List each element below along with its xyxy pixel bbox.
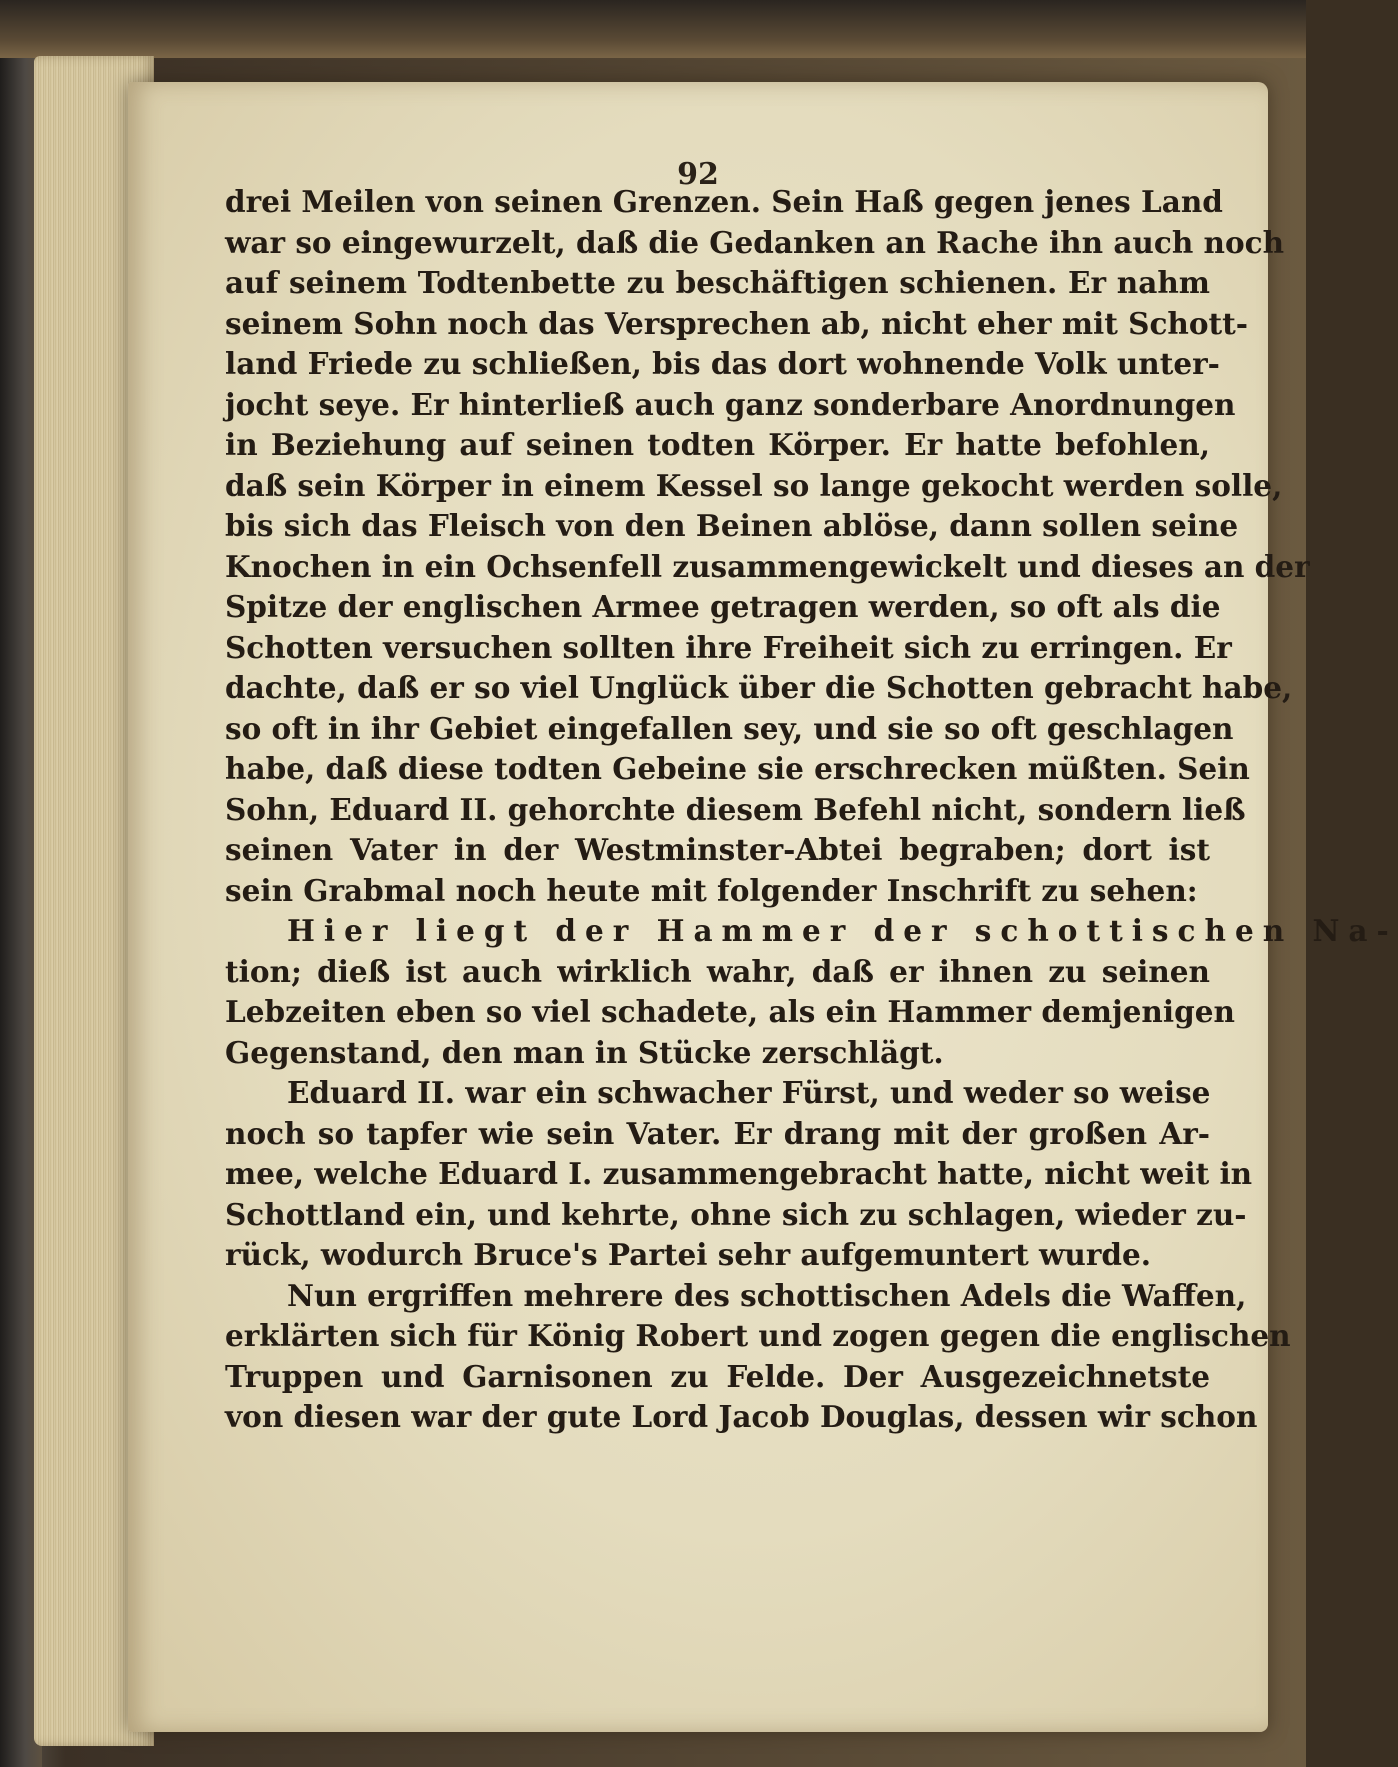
text-line: Spitze der englischen Armee getragen werden, so oft als die: [225, 589, 1221, 624]
inscription-line: Hier liegt der Hammer der schottischen Na-: [287, 913, 1398, 948]
text-line: jocht seye. Er hinterließ auch ganz sonderbare Anordnungen: [225, 386, 1236, 422]
text-line: seinen Vater in der Westminster-Abtei begraben; dort ist: [225, 832, 1210, 867]
text-line: rück, wodurch Bruce's Partei sehr aufgemuntert wurde.: [225, 1237, 1152, 1272]
text-line: habe, daß diese todten Gebeine sie erschrecken müßten. Sein: [225, 751, 1250, 786]
text-line: Knochen in ein Ochsenfell zusammengewickelt und dieses an der: [225, 548, 1310, 584]
book-cover-top: [0, 0, 1306, 58]
text-line: auf seinem Todtenbette zu beschäftigen schienen. Er nahm: [225, 265, 1210, 300]
text-line: von diesen war der gute Lord Jacob Douglas, dessen wir schon: [225, 1399, 1258, 1434]
text-line: Sohn, Eduard II. gehorchte diesem Befehl nicht, sondern ließ: [225, 791, 1246, 827]
text-line: noch so tapfer wie sein Vater. Er drang mit der großen Ar-: [225, 1115, 1210, 1151]
text-line: land Friede zu schließen, bis das dort wohnende Volk unter-: [225, 346, 1220, 381]
text-line: Schottland ein, und kehrte, ohne sich zu schlagen, wieder zu-: [225, 1196, 1247, 1232]
text-line: Truppen und Garnisonen zu Felde. Der Ausgezeichnetste: [225, 1358, 1210, 1394]
paragraph-first-line: Eduard II. war ein schwacher Fürst, und weder so weise: [287, 1075, 1211, 1110]
page-number: 92: [677, 157, 719, 192]
text-line: sein Grabmal noch heute mit folgender Inschrift zu sehen:: [225, 872, 1198, 908]
text-line: seinem Sohn noch das Versprechen ab, nicht eher mit Schott-: [225, 305, 1249, 341]
text-line: drei Meilen von seinen Grenzen. Sein Haß gegen jenes Land: [225, 184, 1223, 219]
text-line: erklärten sich für König Robert und zogen gegen die englischen: [225, 1318, 1291, 1353]
page-body-text: [225, 182, 1398, 1438]
text-line: tion; dieß ist auch wirklich wahr, daß er ihnen zu seinen: [225, 953, 1210, 989]
text-line: in Beziehung auf seinen todten Körper. Er hatte befohlen,: [225, 427, 1210, 462]
text-line: mee, welche Eduard I. zusammengebracht hatte, nicht weit in: [225, 1156, 1253, 1191]
text-line: dachte, daß er so viel Unglück über die Schotten gebracht habe,: [225, 670, 1293, 705]
book-page: [128, 82, 1398, 1732]
text-line: daß sein Körper in einem Kessel so lange gekocht werden solle,: [225, 467, 1283, 503]
text-line: Gegenstand, den man in Stücke zerschlägt.: [225, 1034, 944, 1070]
paragraph-first-line: Nun ergriffen mehrere des schottischen Adels die Waffen,: [287, 1277, 1247, 1313]
text-line: war so eingewurzelt, daß die Gedanken an Rache ihn auch noch: [225, 224, 1285, 260]
text-line: so oft in ihr Gebiet eingefallen sey, und sie so oft geschlagen: [225, 710, 1234, 746]
text-line: Lebzeiten eben so viel schadete, als ein Hammer demjenigen: [225, 994, 1235, 1029]
text-line: bis sich das Fleisch von den Beinen ablöse, dann sollen seine: [225, 508, 1239, 543]
text-line: Schotten versuchen sollten ihre Freiheit sich zu erringen. Er: [225, 629, 1232, 665]
